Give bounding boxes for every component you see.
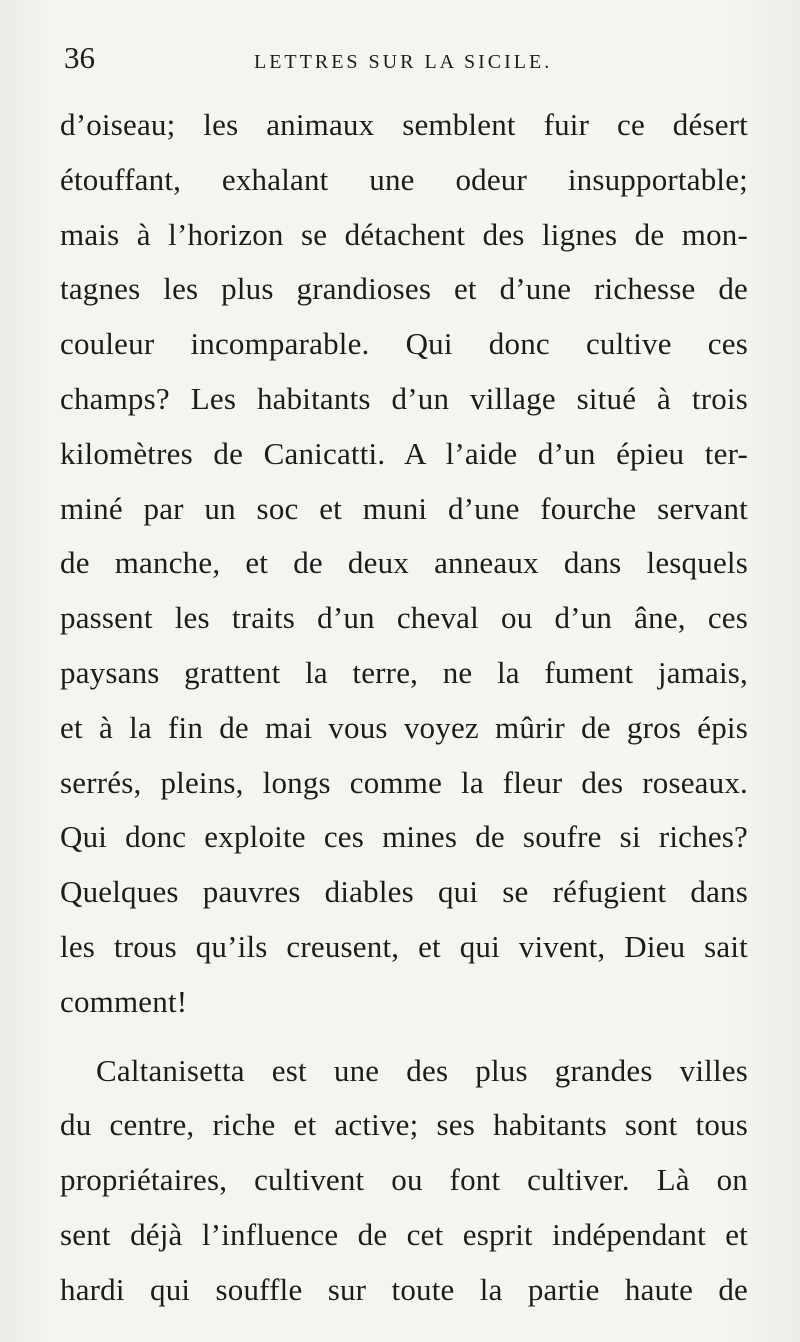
text-line: mais à l’horizon se détachent des lignes de mon- xyxy=(60,216,748,252)
body-text xyxy=(60,98,748,1318)
page-header xyxy=(64,38,740,78)
text-line: et à la fin de mai vous voyez mûrir de gros épis xyxy=(60,709,748,745)
text-line: étouffant, exhalant une odeur insupportable; xyxy=(60,161,748,197)
text-line: de manche, et de deux anneaux dans lesquels xyxy=(60,545,748,581)
text-line: hardi qui souffle sur toute la partie haute de xyxy=(60,1271,748,1307)
running-title: LETTRES SUR LA SICILE. xyxy=(254,51,553,73)
text-line: du centre, riche et active; ses habitants sont tous xyxy=(60,1107,748,1143)
text-line: paysans grattent la terre, ne la fument jamais, xyxy=(60,654,748,690)
text-line: d’oiseau; les animaux semblent fuir ce désert xyxy=(60,107,748,142)
text-line: champs? Les habitants d’un village situé à trois xyxy=(60,380,748,416)
text-line: les trous qu’ils creusent, et qui vivent, Dieu sait xyxy=(60,928,748,964)
page-number: 36 xyxy=(64,40,95,75)
text-line: Quelques pauvres diables qui se réfugient dans xyxy=(60,874,748,910)
text-line: kilomètres de Canicatti. A l’aide d’un épieu ter- xyxy=(60,435,748,471)
text-line: couleur incomparable. Qui donc cultive ces xyxy=(60,326,748,362)
text-line: tagnes les plus grandioses et d’une richesse de xyxy=(60,271,748,307)
text-line: serrés, pleins, longs comme la fleur des roseaux. xyxy=(60,764,748,800)
text-line: Caltanisetta est une des plus grandes villes xyxy=(96,1052,748,1088)
text-line: miné par un soc et muni d’une fourche servant xyxy=(60,490,748,526)
paragraph xyxy=(60,1044,748,1318)
text-line: Qui donc exploite ces mines de soufre si riches? xyxy=(60,819,748,855)
text-line: passent les traits d’un cheval ou d’un âne, ces xyxy=(60,600,748,636)
text-line: propriétaires, cultivent ou font cultiver. Là on xyxy=(60,1162,748,1198)
paragraph xyxy=(60,98,748,1030)
paragraph-gap xyxy=(60,1030,748,1044)
text-line: sent déjà l’influence de cet esprit indépendant et xyxy=(60,1216,748,1252)
text-line: comment! xyxy=(60,983,188,1019)
